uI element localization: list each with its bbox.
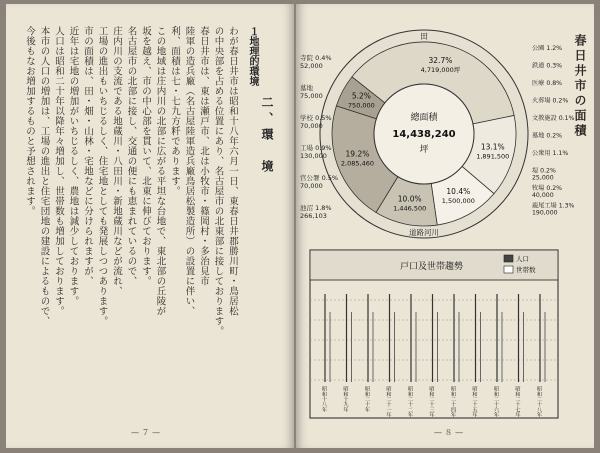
year-label: 昭和二十八年 [536,386,542,418]
legend-swatch [504,255,513,262]
text-column: 本市の人口の増加は、工場の進出と住宅団地の建設によるもので、 [38,26,50,326]
callout-left-value: 130,000 [300,152,327,160]
callout-right-value: 40,000 [532,192,554,199]
callout-left-name: 学校 0.5% [300,114,332,122]
year-label: 昭和二十年 [364,386,370,412]
callout-right-name: 墓地 0.2% [532,132,563,140]
pie-center-value: 14,438,240 [392,129,456,140]
callout-left-value: 52,000 [300,62,323,70]
text-column: 人口は昭和二十年以降年々増加し、世帯数も増加しております。 [53,26,64,316]
callout-right-value: 25,000 [532,174,554,182]
slice-value-label: 2,085,460 [340,159,374,168]
text-column: 市の面積は、田・畑・山林・宅地などに分けられますが、 [82,26,93,286]
legend-swatch [504,266,513,273]
year-label: 昭和十九年 [342,386,349,412]
callout-right-name: 火葬場 0.2% [532,97,569,105]
text-column: 名古屋市の北部に接し、交通の便にも恵まれているので、 [125,26,137,286]
chapter-heading: 二、環 境 [260,96,274,176]
slice-value-label: 4,719,000坪 [420,65,461,74]
slice-value-label: 1,446,500 [393,204,427,213]
text-column: この地域は庄内川の北部に広がる平坦な台地で、東北部の丘陵が [154,26,166,316]
callout-left-name: 池沼 1.8% [300,204,332,212]
population-bar-chart [310,250,558,419]
callout-right-name: 牧場 0.2% [532,185,563,192]
year-label: 昭和二十五年 [471,386,478,418]
callout-right-value: 190,000 [532,209,558,217]
callout-left-value: 266,103 [300,212,327,220]
slice-percent-label: 13.1% [480,142,505,152]
year-label: 昭和二十四年 [450,386,456,418]
year-label: 昭和十八年 [321,386,327,412]
page-number-right: — ８ — [434,428,464,437]
text-column: わが春日井市は昭和十八年六月一日、東春日井郡勝川町・鳥居松 [227,26,238,316]
callout-left-name: 工場 0.9% [300,144,332,152]
text-column: 陸軍の造兵廠（名古屋陸軍造兵廠鳥居松製造所）の設置に伴い、 [183,26,195,316]
text-column: の中央部を占める位置にあり、名古屋市の北東部に接しております。 [212,26,224,336]
page-title: 春日井市の面積 [573,34,587,139]
slice-percent-label: 19.2% [345,149,370,159]
legend-label: 人口 [516,255,529,263]
year-label: 昭和二十六年 [493,386,499,418]
year-label: 昭和二十七年 [514,386,521,418]
ring-label-bottom: 道路河川 [409,228,439,237]
year-label: 昭和二十一年 [385,386,392,418]
section-heading: １地理的環境 [247,26,258,86]
ring-label-top: 田 [420,32,428,41]
callout-right-name: 公園 1.2% [532,45,563,52]
page-number: — ７ — [131,428,161,437]
legend-label: 世帯数 [516,266,536,274]
slice-value-label: 1,500,000 [441,197,475,206]
callout-left-name: 墓地 [300,84,313,92]
callout-left-value: 70,000 [300,182,323,190]
text-column: 工場の進出もいちじるしく、住宅地としても発展しつつあります。 [96,26,108,326]
text-column: 今後もなお増加するものと予想されます。 [24,26,35,216]
slice-percent-label: 10.0% [397,194,422,204]
text-column: 利、面積は七・七九方粁であります。 [169,26,180,196]
callout-left-name: 官公署 0.5% [300,174,339,182]
callout-right-name: 文教施設 0.1% [532,115,575,122]
callout-right-name: 公衆用 1.1% [532,150,569,157]
callout-right-name: 鉄道 0.3% [532,62,563,70]
callout-left-name: 寺院 0.4% [300,54,332,62]
text-column: 坂を越え、市の中心部を貫いて、北東に伸びております。 [140,26,151,286]
bar-chart-title: 戸口及世帯趨勢 [400,262,464,272]
slice-value-label: 750,000 [347,101,375,110]
slice-percent-label: 10.4% [446,187,471,197]
callout-right-name: 鹿尾工場 1.3% [532,202,575,210]
text-column: 庄内川の支流である地蔵川・八田川・新地蔵川などが流れ、 [111,26,122,296]
text-column: 近年は宅地の増加がいちじるしく、農地は減少しております。 [67,26,79,306]
callout-right-name: 堤 0.2% [532,167,556,175]
pie-center-unit: 坪 [419,145,429,155]
year-label: 昭和二十二年 [407,386,413,418]
callout-right-name: 医療 0.8% [532,80,563,87]
right-page [296,4,594,448]
area-pie-chart [320,30,528,238]
pie-center-label: 總面積 [410,113,438,123]
year-label: 昭和二十三年 [428,386,435,418]
left-page [6,4,294,448]
figure [296,4,594,448]
text-column: 春日井市は、東は瀬戸市、北は小牧市・篠岡村・多治見市 [198,26,209,286]
slice-percent-label: 5.2% [351,91,371,101]
callout-left-value: 75,000 [300,92,323,100]
slice-value-label: 1,891,500 [476,152,510,161]
slice-percent-label: 32.7% [428,55,453,65]
callout-left-value: 70,000 [300,122,323,130]
